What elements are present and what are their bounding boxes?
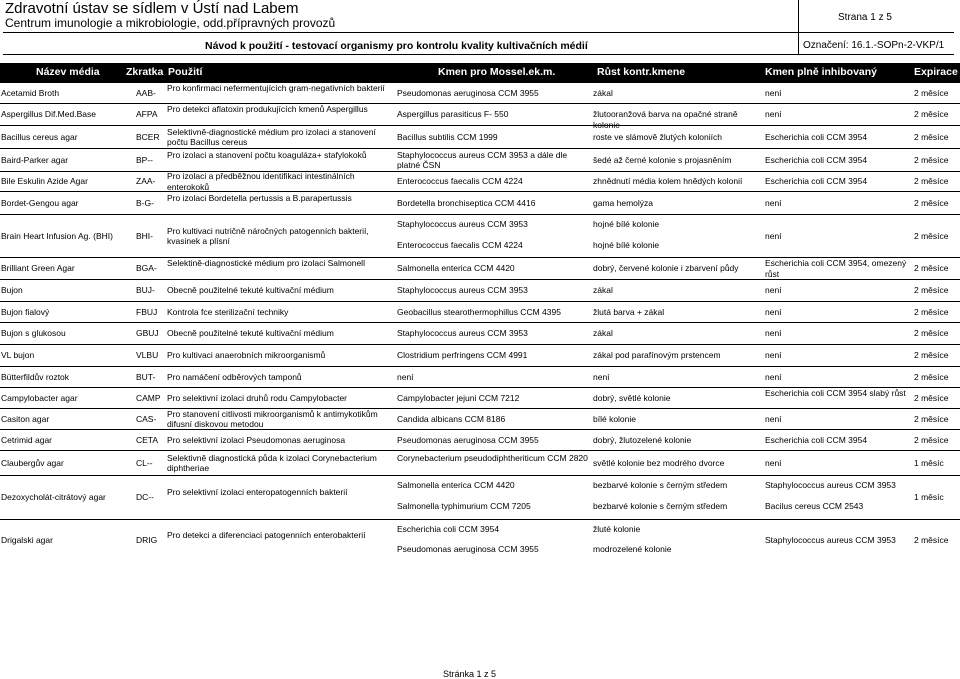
- cell-inhib: není: [765, 457, 782, 468]
- cell-nazev: Brilliant Green Agar: [1, 263, 75, 273]
- document-id: Označení: 16.1.-SOPn-2-VKP/1: [803, 40, 945, 51]
- cell-zkratka: BUT-: [136, 371, 156, 382]
- cell-nazev: Bujon s glukosou: [1, 328, 66, 338]
- cell-zkratka: DRIG: [136, 535, 158, 545]
- col-kmen: Kmen pro Mossel.ek.m.: [438, 66, 556, 78]
- cell-nazev: Bordet-Gengou agar: [1, 197, 79, 208]
- row-divider: [0, 125, 960, 126]
- cell-exp: 2 měsíce: [914, 306, 949, 317]
- cell-zkratka: BCER: [136, 131, 160, 142]
- cell-rust: žluté kolonie: [593, 524, 641, 534]
- cell-nazev: Brain Heart Infusion Ag. (BHI): [1, 230, 113, 241]
- cell-nazev: Bile Eskulin Azide Agar: [1, 176, 88, 186]
- cell-zkratka: CAMP: [136, 392, 161, 403]
- cell-nazev: Bujon: [1, 285, 23, 295]
- cell-zkratka: BGA-: [136, 263, 157, 273]
- cell-inhib: Escherichia coli CCM 3954: [765, 154, 868, 165]
- header-vertical-divider: [798, 0, 799, 54]
- col-zkratka: Zkratka: [126, 66, 164, 78]
- cell-rust: zákal: [593, 328, 613, 338]
- cell-pouziti: Pro izolaci Bordetella pertussis a B.parapertussis: [167, 192, 352, 203]
- col-pouziti: Použití: [168, 66, 203, 78]
- cell-exp: 1 měsíc: [914, 457, 944, 468]
- cell-inhib: Staphylococcus aureus CCM 3953: [765, 480, 896, 490]
- row-divider: [0, 191, 960, 192]
- cell-exp: 2 měsíce: [914, 535, 949, 545]
- cell-rust: žlutá barva + zákal: [593, 306, 665, 317]
- table-header: [0, 63, 960, 82]
- org-name: Zdravotní ústav se sídlem v Ústí nad Labem: [5, 0, 299, 17]
- cell-pouziti: Pro selektivní izolaci enteropatogenních bakterií: [167, 487, 348, 497]
- cell-exp: 2 měsíce: [914, 197, 949, 208]
- cell-rust-2: modrozelené kolonie: [593, 544, 672, 554]
- cell-zkratka: CAS-: [136, 413, 157, 424]
- cell-nazev: Bütterfildův roztok: [1, 371, 70, 382]
- cell-kmen-2: Pseudomonas aeruginosa CCM 3955: [397, 544, 539, 554]
- page-footer: Stránka 1 z 5: [443, 669, 497, 679]
- cell-inhib: není: [765, 371, 782, 382]
- cell-rust: světlé kolonie bez modrého dvorce: [593, 457, 725, 468]
- cell-pouziti: Pro selektivní izolaci druhů rodu Campylobacter: [167, 392, 348, 403]
- cell-rust: gama hemolýza: [593, 197, 654, 208]
- cell-kmen: Candida albicans CCM 8186: [397, 413, 506, 424]
- row-divider: [0, 344, 960, 345]
- row-divider: [0, 408, 960, 409]
- cell-zkratka: FBUJ: [136, 306, 158, 317]
- cell-exp: 2 měsíce: [914, 350, 949, 360]
- row-divider: [0, 322, 960, 323]
- cell-nazev: Baird-Parker agar: [1, 154, 69, 165]
- cell-pouziti: Pro detekci a diferenciaci patogenních enterobakterií: [167, 530, 366, 540]
- cell-rust: hojné bílé kolonie: [593, 219, 660, 229]
- cell-nazev: Bacillus cereus agar: [1, 131, 78, 142]
- cell-inhib: Escherichia coli CCM 3954: [765, 131, 868, 142]
- cell-pouziti: Pro detekci aflatoxin produkujících kmenů Aspergillus: [167, 104, 368, 114]
- cell-kmen: není: [397, 371, 414, 382]
- cell-exp: 2 měsíce: [914, 109, 949, 119]
- cell-nazev: Bujon fialový: [1, 306, 50, 317]
- cell-exp: 2 měsíce: [914, 263, 949, 273]
- cell-zkratka: CL--: [136, 457, 153, 468]
- cell-inhib: není: [765, 328, 782, 338]
- cell-rust: není: [593, 371, 610, 382]
- row-divider: [0, 450, 960, 451]
- cell-exp: 2 měsíce: [914, 328, 949, 338]
- cell-exp: 2 měsíce: [914, 154, 949, 165]
- cell-inhib: není: [765, 230, 782, 241]
- cell-rust: šedé až černé kolonie s projasněním: [593, 154, 732, 165]
- cell-kmen-2: Salmonella typhimurium CCM 7205: [397, 501, 531, 511]
- cell-nazev: Cetrimid agar: [1, 434, 53, 445]
- cell-rust: dobrý, světlé kolonie: [593, 392, 671, 403]
- cell-pouziti: Selektivně diagnostická půda k izolaci Corynebacterium diphtheriae: [167, 452, 377, 473]
- cell-kmen: Campylobacter jejuni CCM 7212: [397, 392, 520, 403]
- cell-inhib: není: [765, 306, 782, 317]
- cell-zkratka: BUJ-: [136, 285, 155, 295]
- cell-kmen: Staphylococcus aureus CCM 3953: [397, 219, 528, 229]
- cell-pouziti: Obecně použitelné tekuté kultivační médium: [167, 285, 334, 295]
- org-department: Centrum imunologie a mikrobiologie, odd.přípravných provozů: [5, 16, 336, 30]
- cell-inhib: Escherichia coli CCM 3954: [765, 434, 868, 445]
- cell-rust-2: bezbarvé kolonie s černým středem: [593, 501, 728, 511]
- cell-pouziti: Selektině-diagnostické médium pro izolaci Salmonell: [167, 258, 365, 268]
- row-divider: [0, 519, 960, 520]
- cell-nazev: Claubergův agar: [1, 457, 64, 468]
- cell-zkratka: VLBU: [136, 350, 159, 360]
- cell-inhib: Escherichia coli CCM 3954 slabý růst: [765, 387, 906, 398]
- row-divider: [0, 214, 960, 215]
- cell-pouziti: Pro kultivaci anaerobních mikroorganismů: [167, 350, 326, 360]
- cell-inhib: Staphylococcus aureus CCM 3953: [765, 535, 896, 545]
- cell-pouziti: Pro stanovení citlivosti mikroorganismů k antimykotikům difusní diskovou metodou: [167, 408, 378, 429]
- page-indicator: Strana 1 z 5: [838, 12, 892, 23]
- cell-kmen: Aspergillus parasiticus F- 550: [397, 109, 509, 119]
- cell-pouziti: Obecně použitelné tekuté kultivační médium: [167, 328, 334, 338]
- cell-inhib: není: [765, 413, 782, 424]
- cell-inhib: není: [765, 87, 782, 98]
- cell-kmen: Pseudomonas aeruginosa CCM 3955: [397, 434, 539, 445]
- cell-pouziti: Kontrola fce sterilizační techniky: [167, 306, 289, 317]
- header-bottom-divider: [3, 54, 954, 55]
- row-divider: [0, 103, 960, 104]
- row-divider: [0, 301, 960, 302]
- cell-rust: roste ve slámově žlutých koloniích: [593, 131, 722, 142]
- row-divider: [0, 82, 960, 83]
- cell-inhib: není: [765, 350, 782, 360]
- cell-zkratka: ZAA-: [136, 176, 156, 186]
- cell-pouziti: Pro konfirmaci nefermentujících gram-negativních bakterií: [167, 82, 385, 93]
- col-expirace: Expirace: [914, 66, 958, 78]
- cell-pouziti: Pro izolaci a předběžnou identifikaci intestinálních enterokoků: [167, 171, 355, 192]
- cell-pouziti: Selektivně-diagnostické médium pro izolaci a stanovení počtu Bacillus cereus: [167, 126, 376, 147]
- cell-kmen: Geobacillus stearothermophillus CCM 4395: [397, 306, 561, 317]
- col-rust: Růst kontr.kmene: [597, 66, 686, 78]
- cell-rust: zákal pod parafínovým prstencem: [593, 350, 721, 360]
- col-nazev: Název média: [36, 66, 100, 78]
- cell-exp: 2 měsíce: [914, 413, 949, 424]
- cell-kmen: Staphylococcus aureus CCM 3953: [397, 285, 528, 295]
- cell-exp: 1 měsíc: [914, 492, 944, 502]
- cell-inhib-2: Bacilus cereus CCM 2543: [765, 501, 864, 511]
- cell-inhib: není: [765, 285, 782, 295]
- cell-zkratka: B-G-: [136, 197, 154, 208]
- cell-kmen: Salmonella enterica CCM 4420: [397, 263, 515, 273]
- cell-rust: dobrý, žlutozelené kolonie: [593, 434, 692, 445]
- cell-pouziti: Pro namáčení odběrových tamponů: [167, 371, 302, 382]
- cell-rust: zákal: [593, 285, 613, 295]
- cell-rust-2: hojné bílé kolonie: [593, 239, 660, 250]
- cell-kmen: Corynebacterium pseudodiphtheriticum CCM 2820: [397, 452, 588, 463]
- cell-exp: 2 měsíce: [914, 230, 949, 241]
- row-divider: [0, 279, 960, 280]
- cell-inhib: není: [765, 197, 782, 208]
- cell-kmen-2: Enterococcus faecalis CCM 4224: [397, 239, 523, 250]
- cell-zkratka: AFPA: [136, 109, 158, 119]
- cell-nazev: Dezoxycholát-citrátový agar: [1, 492, 106, 502]
- row-divider: [0, 429, 960, 430]
- cell-zkratka: DC--: [136, 492, 154, 502]
- cell-inhib: Escherichia coli CCM 3954: [765, 176, 868, 186]
- cell-exp: 2 měsíce: [914, 371, 949, 382]
- cell-inhib: není: [765, 109, 782, 119]
- cell-kmen: Staphylococcus aureus CCM 3953: [397, 328, 528, 338]
- cell-nazev: Casiton agar: [1, 413, 50, 424]
- cell-rust: zákal: [593, 87, 613, 98]
- cell-exp: 2 měsíce: [914, 285, 949, 295]
- cell-nazev: Campylobacter agar: [1, 392, 78, 403]
- cell-exp: 2 měsíce: [914, 176, 949, 186]
- cell-pouziti: Pro izolaci a stanovení počtu koaguláza+ stafylokoků: [167, 149, 367, 160]
- cell-zkratka: BHI-: [136, 230, 153, 241]
- cell-zkratka: BP--: [136, 154, 153, 165]
- cell-zkratka: AAB-: [136, 87, 156, 98]
- cell-rust: zhnědnutí média kolem hnědých kolonií: [593, 176, 743, 186]
- cell-kmen: Staphylococcus aureus CCM 3953 a dále dle platné ČSN: [397, 149, 568, 170]
- cell-exp: 2 měsíce: [914, 392, 949, 403]
- cell-kmen: Escherichia coli CCM 3954: [397, 524, 500, 534]
- cell-pouziti: Pro kultivaci nutričně náročných patogenních bakterií, kvasinek a plísní: [167, 225, 369, 246]
- row-divider: [0, 366, 960, 367]
- cell-kmen: Clostridium perfringens CCM 4991: [397, 350, 528, 360]
- row-divider: [0, 475, 960, 476]
- cell-nazev: Drigalski agar: [1, 535, 53, 545]
- cell-rust: žlutooranžová barva na opačné straně: [593, 109, 738, 119]
- cell-pouziti: Pro selektivní izolaci Pseudomonas aeruginosa: [167, 434, 346, 445]
- cell-kmen: Pseudomonas aeruginosa CCM 3955: [397, 87, 539, 98]
- cell-rust: dobrý, červené kolonie i zbarvení půdy: [593, 263, 739, 273]
- cell-rust: bílé kolonie: [593, 413, 637, 424]
- cell-exp: 2 měsíce: [914, 131, 949, 142]
- cell-kmen: Bordetella bronchiseptica CCM 4416: [397, 197, 536, 208]
- cell-zkratka: GBUJ: [136, 328, 159, 338]
- cell-exp: 2 měsíce: [914, 434, 949, 445]
- cell-kmen: Salmonella enterica CCM 4420: [397, 480, 515, 490]
- cell-nazev: Acetamid Broth: [1, 87, 60, 98]
- cell-rust: bezbarvé kolonie s černým středem: [593, 480, 728, 490]
- col-inhib: Kmen plně inhibovaný: [765, 66, 878, 78]
- cell-kmen: Enterococcus faecalis CCM 4224: [397, 176, 523, 186]
- cell-kmen: Bacillus subtilis CCM 1999: [397, 131, 498, 142]
- cell-exp: 2 měsíce: [914, 87, 949, 98]
- cell-inhib: Escherichia coli CCM 3954, omezený růst: [765, 258, 907, 279]
- row-divider: [0, 171, 960, 172]
- document-header: [0, 0, 960, 55]
- cell-nazev: VL bujon: [1, 350, 35, 360]
- cell-zkratka: CETA: [136, 434, 159, 445]
- document-title: Návod k použití - testovací organismy pro kontrolu kvality kultivačních médií: [205, 40, 588, 52]
- cell-nazev: Aspergillus Dif.Med.Base: [1, 109, 96, 119]
- header-divider: [3, 32, 954, 33]
